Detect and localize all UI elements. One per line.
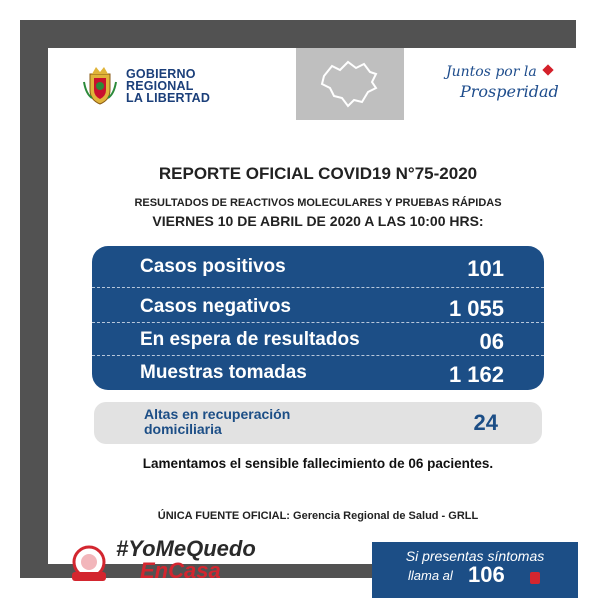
report-datetime: VIERNES 10 DE ABRIL DE 2020 A LAS 10:00 HRS: [152, 213, 484, 229]
juntos-prosperidad-logo [440, 60, 560, 106]
stat-value: 1 055 [448, 296, 504, 321]
report-subtitle: RESULTADOS DE REACTIVOS MOLECULARES Y PRUEBAS RÁPIDAS [134, 197, 502, 209]
slogan-line2: Prosperidad [460, 82, 559, 101]
report-title: REPORTE OFICIAL COVID19 N°75-2020 [158, 164, 478, 183]
stat-value: 1 162 [448, 362, 504, 387]
poster-frame [20, 20, 576, 587]
altas-value: 24 [473, 410, 498, 435]
phone-icon [530, 572, 540, 584]
stat-label: En espera de resultados [140, 329, 360, 350]
official-source: ÚNICA FUENTE OFICIAL: Gerencia Regional de Salud - GRLL [157, 510, 479, 522]
stat-label: Casos positivos [140, 256, 286, 277]
government-name: GOBIERNO REGIONAL LA LIBERTAD [126, 67, 211, 105]
altas-panel [94, 402, 542, 444]
coronavirus-badge-icon [68, 544, 110, 584]
cta-line1: Si presentas síntomas [405, 548, 545, 564]
stat-divider [92, 287, 544, 288]
slogan-line1: Juntos por la [446, 64, 537, 80]
stat-value: 06 [479, 329, 504, 354]
condolence-message: Lamentamos el sensible fallecimiento de 06 pacientes. [142, 456, 494, 471]
hotline-number: 106 [468, 562, 505, 587]
stat-row-positivos [92, 250, 544, 284]
stat-row-muestras [92, 356, 544, 390]
stats-panel [92, 246, 544, 390]
altas-label: Altas en recuperación domiciliaria [144, 406, 291, 437]
gobierno-regional-logo [82, 64, 242, 108]
region-map-tab [296, 48, 404, 120]
cta-line2: llama al [408, 568, 453, 583]
hashtag-yomequedoencasa: #YoMeQuedo EnCasa [116, 536, 256, 583]
stat-label: Muestras tomadas [140, 362, 307, 383]
flag-icon [542, 64, 553, 75]
stat-label: Casos negativos [140, 296, 291, 317]
coat-of-arms-icon [82, 64, 118, 106]
stat-value: 101 [467, 256, 504, 281]
region-map-icon [318, 56, 382, 112]
hotline-callout [372, 542, 578, 598]
stat-row-negativos [92, 290, 544, 324]
stat-row-espera [92, 323, 544, 357]
